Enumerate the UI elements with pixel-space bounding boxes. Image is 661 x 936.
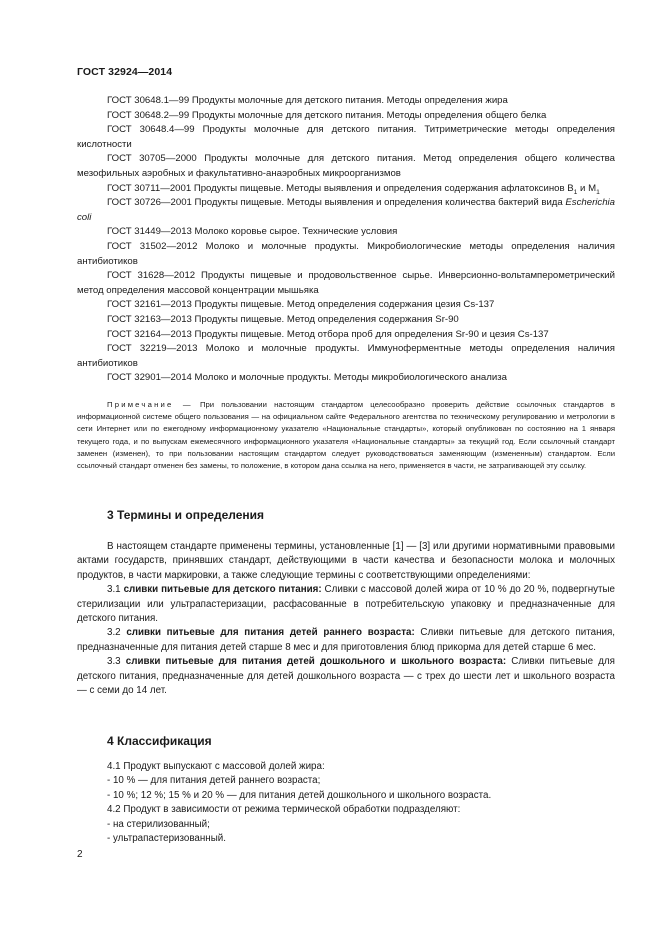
section-4-body bbox=[77, 760, 615, 846]
normative-references bbox=[77, 94, 615, 386]
list-item: - ультрапастеризованный. bbox=[107, 833, 226, 845]
reference-item: ГОСТ 30648.4—99 Продукты молочные для детского питания. Титриметрические методы определения кислотности bbox=[77, 124, 615, 150]
reference-item: ГОСТ 30648.1—99 Продукты молочные для детского питания. Методы определения жира bbox=[107, 95, 508, 106]
clause-4-1: 4.1 Продукт выпускают с массовой долей жира: bbox=[107, 761, 325, 772]
reference-item: ГОСТ 32219—2013 Молоко и молочные продукты. Иммуноферментные методы определения наличия антибиотиков bbox=[77, 343, 615, 369]
note-text: При пользовании настоящим стандартом целесообразно проверить действие ссылочных стандартов в информационной системе общего пользования — на официальном сайте Федерального агентства по техническому регулированию и метрологии в сети Интернет или по ежегодному информационному указателю «Национальные стандарты», который опубликован по состоянию на 1 января текущего года, и по выпускам ежемесячного информационного указателя «Национальные стандарты» за текущий год. Если ссылочный стандарт заменен (изменен), то при пользовании настоящим стандартом следует руководствоваться заменяющим (измененным) стандартом. Если ссылочный стандарт отменен без замены, то положение, в котором дана ссылка на него, применяется в части, не затрагивающей эту ссылку. bbox=[77, 400, 615, 471]
page-header: ГОСТ 32924—2014 bbox=[77, 66, 173, 78]
reference-item: ГОСТ 30648.2—99 Продукты молочные для детского питания. Методы определения общего белка bbox=[107, 109, 547, 121]
list-item: - 10 %; 12 %; 15 % и 20 % — для питания детей дошкольного и школьного возраста. bbox=[107, 789, 492, 801]
reference-item: ГОСТ 31449—2013 Молоко коровье сырое. Технические условия bbox=[107, 226, 398, 238]
reference-item: ГОСТ 32901—2014 Молоко и молочные продукты. Методы микробиологического анализа bbox=[107, 372, 507, 384]
reference-item: ГОСТ 32164—2013 Продукты пищевые. Метод отбора проб для определения Sr-90 и цезия Cs-137 bbox=[107, 328, 549, 340]
page-number: 2 bbox=[77, 849, 83, 860]
list-item: - 10 % — для питания детей раннего возраста; bbox=[107, 775, 321, 787]
reference-item: ГОСТ 32163—2013 Продукты пищевые. Метод определения содержания Sr-90 bbox=[107, 313, 459, 325]
reference-item: ГОСТ 31628—2012 Продукты пищевые и продовольственное сырье. Инверсионно-вольтамперометрический метод определения массовой концентрации мышьяка bbox=[77, 270, 615, 296]
reference-item: ГОСТ 30711—2001 Продукты пищевые. Методы выявления и определения содержания афлатоксинов $B_1$ и $M_1$ bbox=[107, 182, 600, 196]
reference-item: ГОСТ 30705—2000 Продукты молочные для детского питания. Метод определения общего количества мезофильных аэробных и факультативно-анаэробных микроорганизмов bbox=[77, 153, 615, 179]
section-4-heading: 4 Классификация bbox=[107, 734, 212, 748]
term-definition: 3.2 сливки питьевые для питания детей раннего возраста: Сливки питьевые для детского питания, предназначенные для питания детей старше 8 мес и для приготовления блюд прикорма для детей старше 6 мес. bbox=[77, 627, 615, 653]
term-definition: 3.3 сливки питьевые для питания детей дошкольного и школьного возраста: Сливки питьевые для детского питания, предназначенные для детей дошкольного возраста — с трех до шести лет и школьного возраста — с семи до 14 лет. bbox=[77, 656, 615, 697]
clause-4-2: 4.2 Продукт в зависимости от режима термической обработки подразделяют: bbox=[107, 804, 461, 816]
list-item: - на стерилизованный; bbox=[107, 818, 210, 830]
section-3-heading: 3 Термины и определения bbox=[107, 508, 265, 522]
reference-item: ГОСТ 30726—2001 Продукты пищевые. Методы выявления и определения количества бактерий вида Escherichia coli bbox=[77, 197, 615, 223]
note-label: Примечание — bbox=[107, 400, 193, 409]
section-3-intro: В настоящем стандарте применены термины, установленные [1] — [3] или другими нормативными правовыми актами государств, принявших стандарт, действующими в части качества и безопасности молока и молочных продуктов, в части маркировки, а также следующие термины с соответствующими определениями: bbox=[77, 541, 615, 581]
reference-item: ГОСТ 31502—2012 Молоко и молочные продукты. Микробиологические методы определения наличия антибиотиков bbox=[77, 240, 615, 267]
section-3-body bbox=[77, 540, 615, 698]
note-block bbox=[77, 399, 615, 472]
term-definition: 3.1 сливки питьевые для детского питания: Сливки с массовой долей жира от 10 % до 20 %, подвергнутые стерилизации или ультрапастеризации, расфасованные в потребительскую упаковку и предназначенные для детского питания. bbox=[77, 584, 615, 625]
reference-item: ГОСТ 32161—2013 Продукты пищевые. Метод определения содержания цезия Cs-137 bbox=[107, 299, 495, 311]
